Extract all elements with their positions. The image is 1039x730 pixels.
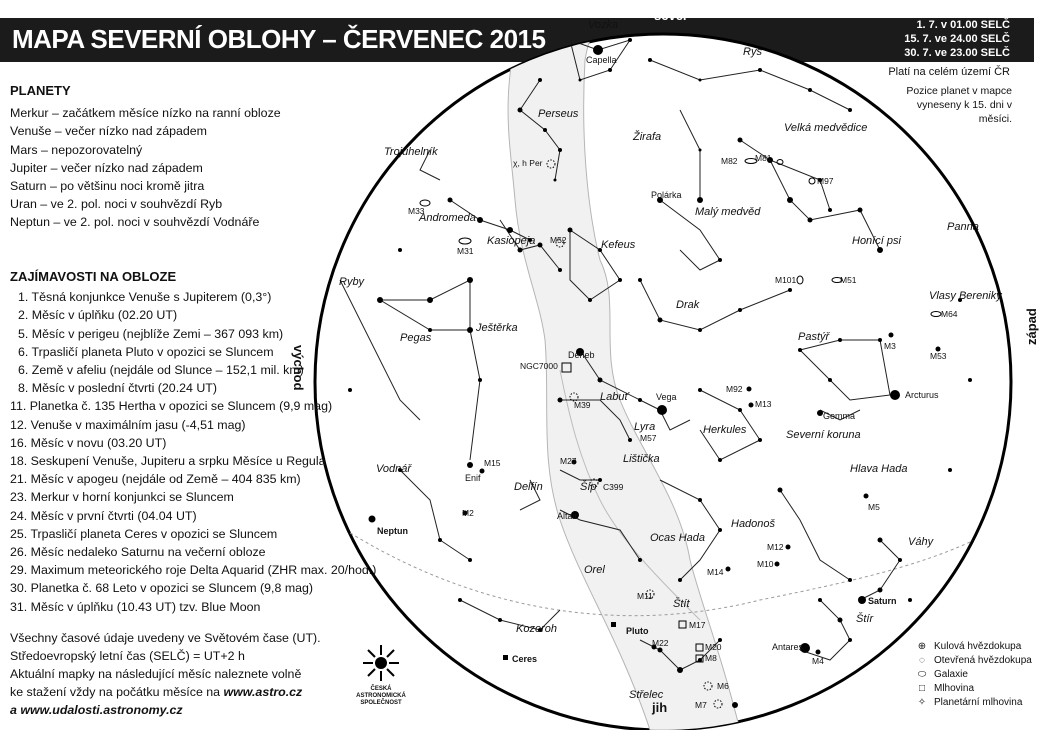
legend-item <box>916 640 1032 654</box>
legend-label: Mlhovina <box>934 683 975 694</box>
event-item: 6. Země v afeliu (nejdále od Slunce – 152,1 mil. km) <box>18 363 304 378</box>
object-label: M92 <box>726 384 743 394</box>
star-label: Deneb <box>568 350 595 360</box>
object-label: M15 <box>484 458 501 468</box>
event-item: 21. Měsíc v apogeu (nejdále od Země – 404 835 km) <box>10 472 301 487</box>
constellation-label: Štít <box>673 598 690 610</box>
constellation-label: Malý medvěd <box>695 206 761 218</box>
event-item: 24. Měsíc v první čtvrti (04.04 UT) <box>10 508 197 523</box>
direction-north: sever <box>654 8 688 23</box>
society-logo <box>336 643 426 707</box>
object-label: M33 <box>408 206 425 216</box>
constellation-label: Vozka <box>588 19 619 31</box>
object-label: M31 <box>457 246 474 256</box>
open-cluster-icon: ◌ <box>919 655 925 666</box>
events-panel <box>10 268 376 616</box>
planet-item: Venuše – večer nízko nad západem <box>10 124 208 139</box>
nebula-icon: □ <box>918 683 926 694</box>
logo-text: ASTRONOMICKÁ <box>356 693 406 699</box>
object-label: M20 <box>705 642 722 652</box>
constellation-label: Šíp <box>580 481 597 493</box>
footer-text: a <box>10 703 17 717</box>
star-label: Antares <box>772 642 804 652</box>
footer-line: Středoevropský letní čas (SELČ) = UT+2 h <box>10 649 245 663</box>
planetary-nebula-icon: ✧ <box>917 697 927 708</box>
object-label: M27 <box>560 456 577 466</box>
object-label: M10 <box>757 559 774 569</box>
event-item: 6. Trpasličí planeta Pluto v opozici se Sluncem <box>18 344 274 359</box>
object-label: M51 <box>840 275 857 285</box>
constellation-label: Žirafa <box>633 131 662 143</box>
date-line: 30. 7. ve 23.00 SELČ <box>904 47 1010 59</box>
footer-line: Aktuální mapky na následující měsíc naleznete volně <box>10 667 302 681</box>
planets-heading: PLANETY <box>10 83 71 98</box>
event-item: 16. Měsíc v novu (03.20 UT) <box>10 435 167 450</box>
constellation-label: Labuť <box>600 391 629 403</box>
legend-item <box>916 682 1032 696</box>
constellation-label: Pastýř <box>798 331 830 343</box>
object-label: M14 <box>707 567 724 577</box>
object-label: M97 <box>817 176 834 186</box>
object-label: M52 <box>550 235 567 245</box>
legend-item <box>916 668 1032 682</box>
constellation-label: Váhy <box>908 536 934 548</box>
object-label: χ, h Per <box>513 158 543 168</box>
object-label: M12 <box>767 542 784 552</box>
planets-panel <box>10 82 281 232</box>
star-label: Capella <box>586 55 617 65</box>
date-line: 1. 7. v 01.00 SELČ <box>916 19 1010 31</box>
constellation-label: Herkules <box>703 424 747 436</box>
legend-label: Kulová hvězdokupa <box>934 641 1022 652</box>
event-item: 26. Měsíc nedaleko Saturnu na večerní obloze <box>10 545 266 560</box>
event-item: 11. Planetka č. 135 Hertha v opozici se Sluncem (9,9 mag) <box>10 399 333 414</box>
constellation-label: Hlava Hada <box>850 463 908 475</box>
event-item: 2. Měsíc v úplňku (02.20 UT) <box>18 308 178 323</box>
object-label: M11 <box>637 591 653 601</box>
constellation-label: Kozoroh <box>516 623 557 635</box>
constellation-label: Perseus <box>538 108 579 120</box>
constellation-label: Orel <box>584 564 605 576</box>
constellation-label: Pegas <box>400 332 432 344</box>
star-label: Vega <box>656 392 677 402</box>
constellation-label: Lyra <box>634 421 656 433</box>
object-label: M39 <box>574 400 591 410</box>
footer-text: ke stažení vždy na počátku měsíce na <box>10 685 221 699</box>
object-label: M2 <box>462 508 474 518</box>
planet-item: Mars – nepozorovatelný <box>10 142 143 157</box>
events-heading: ZAJÍMAVOSTI NA OBLOZE <box>10 269 177 284</box>
event-item: 18. Seskupení Venuše, Jupiteru a srpku Měsíce u Regula <box>10 454 326 469</box>
object-label: M3 <box>884 341 896 351</box>
planet-item: Jupiter – večer nízko nad západem <box>10 160 203 175</box>
constellation-label: Hadonoš <box>731 518 776 530</box>
logo-text: SPOLEČNOST <box>360 700 402 706</box>
object-label: C399 <box>603 482 624 492</box>
planet-label: Ceres <box>512 654 538 664</box>
object-label: M81 <box>755 153 772 163</box>
object-label: NGC7000 <box>520 361 558 371</box>
event-item: 5. Měsíc v perigeu (nejblíže Zemi – 367 093 km) <box>18 326 284 341</box>
logo-text: ČESKÁ <box>370 686 392 692</box>
globular-cluster-icon: ⊕ <box>917 641 927 652</box>
object-label: M17 <box>689 620 706 630</box>
constellation-label: Lištička <box>623 453 660 465</box>
constellation-label: Velká medvědice <box>784 122 868 134</box>
object-label: M82 <box>721 156 738 166</box>
direction-south: jih <box>652 700 668 715</box>
legend-label: Planetární mlhovina <box>934 697 1023 708</box>
star-label: Polárka <box>651 190 682 200</box>
legend-label: Galaxie <box>934 669 968 680</box>
object-label: M8 <box>705 653 717 663</box>
legend-item <box>916 654 1032 668</box>
direction-west: západ <box>1024 308 1039 345</box>
constellation-label: Drak <box>676 299 700 311</box>
constellation-label: Kasiopeja <box>487 235 536 247</box>
constellation-label: Střelec <box>629 689 664 701</box>
planet-label: Saturn <box>868 596 897 606</box>
event-item: 8. Měsíc v poslední čtvrti (20.24 UT) <box>18 381 218 396</box>
planet-item: Uran – ve 2. pol. noci v souhvězdí Ryb <box>10 197 223 212</box>
event-item: 31. Měsíc v úplňku (10.43 UT) tzv. Blue Moon <box>10 599 261 614</box>
constellation-label: Rys <box>743 46 762 58</box>
event-item: 25. Trpasličí planeta Ceres v opozici se Sluncem <box>10 526 278 541</box>
planet-item: Saturn – po většinu noci kromě jitra <box>10 179 205 194</box>
astro-link[interactable]: www.astro.cz <box>223 685 303 699</box>
star-label: Altair <box>557 511 578 521</box>
event-item: 23. Merkur v horní konjunkci se Sluncem <box>10 490 234 505</box>
planet-position-note: Pozice planet v mapce vyneseny k 15. dni v měsíci. <box>906 85 1012 125</box>
constellation-label: Ocas Hada <box>650 532 706 544</box>
star-label: Arcturus <box>905 390 939 400</box>
legend-label: Otevřená hvězdokupa <box>934 655 1032 666</box>
planet-item: Merkur – začátkem měsíce nízko na ranní obloze <box>10 106 281 121</box>
event-item: 1. Těsná konjunkce Venuše s Jupiterem (0,3°) <box>18 290 272 305</box>
constellation-label: Kefeus <box>601 239 636 251</box>
object-label: M6 <box>717 681 729 691</box>
planet-label: Neptun <box>377 526 408 536</box>
event-item: 12. Venuše v maximálním jasu (-4,51 mag) <box>10 417 246 432</box>
object-label: M5 <box>868 502 880 512</box>
constellation-label: Ryby <box>339 276 365 288</box>
constellation-label: Panna <box>947 221 979 233</box>
object-label: M101 <box>775 275 797 285</box>
legend-item <box>916 696 1032 710</box>
object-label: M7 <box>695 700 707 710</box>
constellation-label: Štír <box>856 613 874 625</box>
footer-line <box>10 701 321 719</box>
event-item: 29. Maximum meteorického roje Delta Aquarid (ZHR max. 20/hod.) <box>10 563 377 578</box>
validity-note: Platí na celém území ČR <box>888 66 1010 78</box>
constellation-label: Honící psi <box>852 235 901 247</box>
constellation-label: Trojúhelník <box>384 146 438 158</box>
star-label: Gemma <box>823 411 856 421</box>
object-label: M64 <box>941 309 958 319</box>
constellation-label: Severní koruna <box>786 429 861 441</box>
footer-line: Všechny časové údaje uvedeny ve Světovém čase (UT). <box>10 631 321 645</box>
galaxy-icon: ⬭ <box>917 669 927 680</box>
legend <box>916 640 1032 710</box>
page-title: MAPA SEVERNÍ OBLOHY – ČERVENEC 2015 <box>12 24 546 54</box>
constellation-label: Delfín <box>514 481 543 493</box>
object-label: M22 <box>652 638 669 648</box>
object-label: M13 <box>755 399 772 409</box>
constellation-label: Ještěrka <box>476 322 518 334</box>
footer-line <box>10 683 321 701</box>
planet-label: Pluto <box>626 626 649 636</box>
planet-item: Neptun – ve 2. pol. noci v souhvězdí Vodnáře <box>10 215 260 230</box>
object-label: M57 <box>640 433 657 443</box>
footer-notes <box>10 629 321 719</box>
date-line: 15. 7. ve 24.00 SELČ <box>904 33 1010 45</box>
constellation-label: Vodnář <box>376 463 412 475</box>
udalosti-link[interactable]: www.udalosti.astronomy.cz <box>20 703 183 717</box>
constellation-label: Andromeda <box>419 212 476 224</box>
object-label: M4 <box>812 656 824 666</box>
event-item: 30. Planetka č. 68 Leto v opozici se Sluncem (9,8 mag) <box>10 581 314 596</box>
constellation-label: Vlasy Bereniky <box>929 290 1002 302</box>
logo-icon <box>359 643 403 683</box>
star-label: Enif <box>465 473 481 483</box>
object-label: M53 <box>930 351 947 361</box>
direction-east: východ <box>291 345 306 391</box>
